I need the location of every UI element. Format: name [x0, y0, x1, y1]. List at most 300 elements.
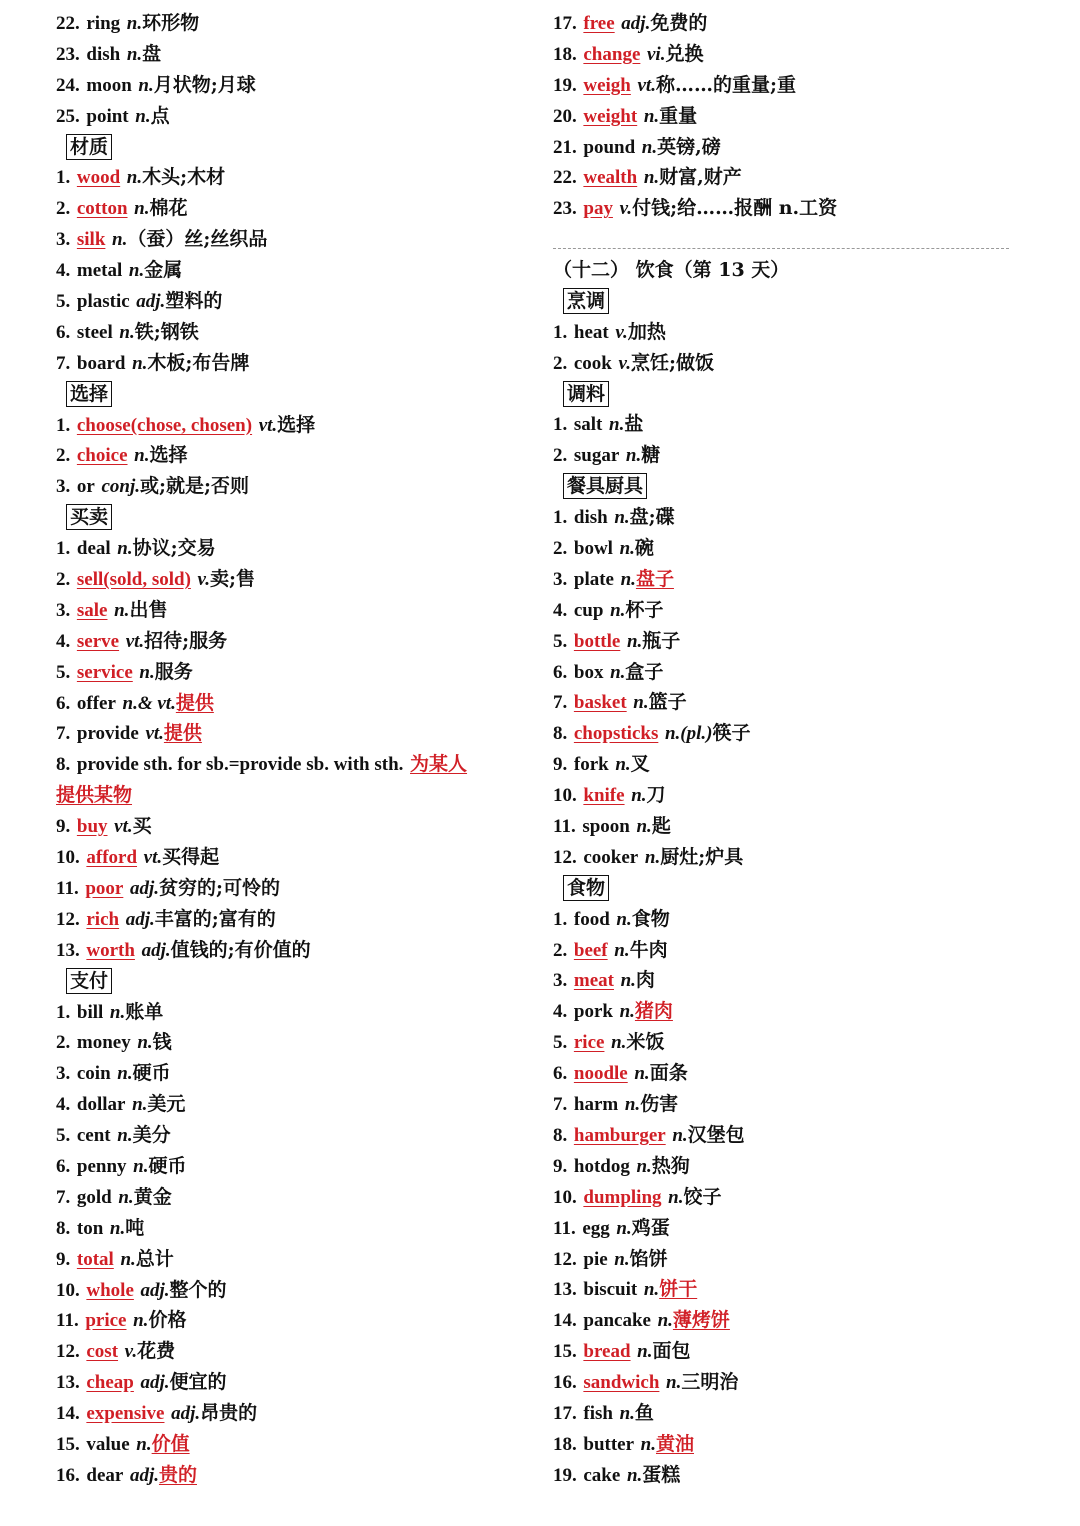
- entry-number: 20.: [553, 105, 577, 127]
- entry-pos: n.: [640, 1433, 656, 1455]
- entry-number: 3.: [56, 599, 71, 621]
- entry-pos: n.: [119, 321, 135, 343]
- entry-number: 4.: [56, 1094, 71, 1116]
- chapter-title: （十二） 饮食（第 13 天）: [553, 259, 790, 281]
- entry-definition: 厨灶;炉具: [660, 845, 744, 868]
- entry-number: 2.: [553, 538, 568, 560]
- entry-number: 2.: [553, 445, 568, 467]
- entry-pos: n.(pl.): [664, 723, 713, 745]
- entry-definition: 塑料的: [165, 290, 223, 313]
- vocab-entry: [553, 1274, 1023, 1305]
- entry-word: salt: [573, 414, 603, 436]
- entry-definition: 热狗: [651, 1154, 690, 1177]
- entry-word: cent: [76, 1125, 111, 1147]
- entry-word: food: [573, 908, 610, 930]
- entry-pos: n.: [134, 445, 150, 467]
- vocab-entry: [553, 317, 1023, 348]
- entry-definition: 糖: [641, 444, 661, 467]
- entry-pos: n.: [610, 599, 626, 621]
- vocab-entry: [553, 132, 1023, 163]
- entry-word: cheap: [86, 1372, 134, 1394]
- entry-definition: 称……的重量;重: [655, 73, 796, 96]
- entry-pos: n.: [137, 1032, 153, 1054]
- entry-definition: 财富,财产: [659, 166, 742, 189]
- entry-definition: 篮子: [648, 691, 687, 714]
- entry-number: 16.: [56, 1464, 80, 1486]
- entry-word: dish: [573, 507, 608, 529]
- vocab-entry: [56, 1027, 526, 1058]
- entry-word: choice: [76, 445, 128, 467]
- entry-pos: n.: [657, 1310, 673, 1332]
- vocab-entry: [56, 842, 526, 873]
- entry-pos: v.: [618, 352, 631, 374]
- entry-definition: 为某人: [410, 753, 468, 776]
- entry-definition: 食物: [631, 907, 670, 930]
- vocab-entry: [553, 965, 1023, 996]
- entry-definition: 昂贵的: [200, 1402, 258, 1425]
- entry-pos: n.: [633, 692, 649, 714]
- entry-definition: 馅饼: [629, 1247, 668, 1270]
- entry-word: change: [583, 43, 641, 65]
- entry-definition: 美元: [147, 1093, 186, 1116]
- entry-word: free: [583, 13, 615, 34]
- entry-word: rich: [86, 908, 120, 930]
- entry-definition: 价值: [151, 1432, 190, 1455]
- entry-definition: 吨: [125, 1216, 145, 1239]
- entry-word: noodle: [573, 1063, 628, 1085]
- vocab-entry: [56, 70, 526, 101]
- vocab-entry: [56, 595, 526, 626]
- entry-pos: vt.: [143, 847, 163, 869]
- entry-pos: adj.: [129, 877, 159, 899]
- entry-pos: n.: [620, 568, 636, 590]
- entry-number: 1.: [553, 414, 568, 436]
- entry-pos: n.: [133, 1310, 149, 1332]
- entry-number: 15.: [56, 1433, 80, 1455]
- vocab-entry: [553, 842, 1023, 873]
- section-header-label: 调料: [563, 381, 609, 407]
- entry-word: sale: [76, 599, 108, 621]
- entry-definition: 选择: [277, 413, 316, 436]
- entry-definition: 黄金: [133, 1185, 172, 1208]
- entry-number: 2.: [56, 1032, 71, 1054]
- entry-definition: 米饭: [626, 1031, 665, 1054]
- entry-number: 22.: [56, 13, 80, 34]
- entry-word: provide: [76, 723, 139, 745]
- entry-word: bill: [76, 1001, 104, 1023]
- entry-definition: 木板;布告牌: [147, 351, 250, 374]
- entry-pos: n.: [637, 1341, 653, 1363]
- entry-definition: 值钱的;有价值的: [170, 938, 311, 961]
- entry-definition: 美分: [132, 1124, 171, 1147]
- entry-word: dollar: [76, 1094, 126, 1116]
- entry-number: 1.: [553, 321, 568, 343]
- entry-number: 25.: [56, 105, 80, 127]
- entry-number: 2.: [553, 352, 568, 374]
- entry-number: 6.: [56, 692, 71, 714]
- entry-definition: 或;就是;否则: [139, 475, 249, 498]
- entry-word: or: [76, 476, 95, 498]
- entry-word: hamburger: [573, 1124, 666, 1146]
- entry-pos: vt.: [637, 74, 656, 96]
- entry-definition: 硬币: [132, 1062, 171, 1085]
- entry-number: 23.: [553, 198, 577, 220]
- vocab-entry: [56, 317, 526, 348]
- entry-definition: 兑换: [665, 42, 704, 65]
- entry-number: 3.: [553, 970, 568, 992]
- vocab-entry: [553, 8, 1023, 39]
- entry-word: weight: [583, 105, 638, 127]
- entry-definition: 贵的: [158, 1463, 197, 1486]
- entry-pos: n.: [643, 105, 660, 127]
- entry-pos: n.: [615, 754, 631, 776]
- entry-definition: 付钱;给……报酬 n.工资: [632, 197, 838, 220]
- section-header: [553, 873, 1023, 904]
- vocab-entry: [553, 595, 1023, 626]
- entry-word: knife: [583, 785, 625, 807]
- entry-definition: 环形物: [142, 12, 200, 34]
- entry-definition: 杯子: [625, 598, 664, 621]
- entry-number: 11.: [553, 1217, 576, 1239]
- section-header-label: 买卖: [66, 504, 112, 530]
- entry-word: cotton: [76, 198, 128, 220]
- entry-definition: 棉花: [149, 197, 188, 220]
- vocab-entry: [56, 997, 526, 1028]
- entry-definition: 加热: [627, 320, 666, 343]
- vocab-entry: [553, 564, 1023, 595]
- entry-word: silk: [76, 229, 106, 251]
- entry-definition: 贫穷的;可怜的: [158, 876, 280, 899]
- entry-word: basket: [573, 692, 627, 714]
- entry-word: ton: [76, 1217, 104, 1239]
- entry-pos: n.: [611, 1032, 627, 1054]
- entry-definition: 牛肉: [629, 938, 668, 961]
- entry-word: bowl: [573, 538, 613, 560]
- entry-word: provide sth. for sb.=provide sb. with sth.: [76, 754, 404, 776]
- entry-definition: 鸡蛋: [631, 1216, 670, 1239]
- vocab-entry: [56, 162, 526, 193]
- entry-number: 10.: [553, 785, 577, 807]
- entry-word: cook: [573, 352, 612, 374]
- vocab-entry: [56, 255, 526, 286]
- entry-definition: 钱: [152, 1031, 172, 1054]
- entry-word: worth: [86, 939, 135, 961]
- entry-number: 13.: [553, 1279, 577, 1301]
- entry-pos: n.: [109, 1217, 126, 1239]
- entry-pos: n.: [643, 1279, 660, 1301]
- vocab-entry: [553, 101, 1023, 132]
- entry-word: cup: [573, 599, 604, 621]
- entry-word: beef: [573, 939, 608, 961]
- entry-pos: n.: [620, 970, 636, 992]
- entry-number: 11.: [553, 816, 576, 838]
- vocab-entry: [553, 1120, 1023, 1151]
- vocab-entry: [553, 39, 1023, 70]
- vocab-entry: [56, 1275, 526, 1306]
- entry-number: 17.: [553, 1402, 577, 1424]
- entry-word: gold: [76, 1186, 112, 1208]
- entry-pos: n.: [126, 13, 143, 34]
- entry-word: moon: [86, 74, 132, 96]
- entry-number: 8.: [553, 723, 568, 745]
- vocab-entry: [553, 162, 1023, 193]
- entry-word: heat: [573, 321, 609, 343]
- entry-number: 4.: [56, 630, 71, 652]
- entry-number: 9.: [553, 754, 568, 776]
- vocab-entry: [56, 1213, 526, 1244]
- entry-number: 7.: [56, 723, 71, 745]
- section-header: [553, 286, 1023, 317]
- entry-pos: adj.: [136, 291, 166, 313]
- entry-pos: n.: [643, 167, 660, 189]
- entry-number: 2.: [553, 939, 568, 961]
- entry-pos: n.: [634, 1063, 650, 1085]
- entry-pos: n.: [631, 785, 647, 807]
- vocab-entry: [56, 1398, 526, 1429]
- entry-word: cooker: [583, 846, 639, 868]
- entry-definition: 盒子: [625, 660, 664, 683]
- entry-pos: n.: [666, 1372, 682, 1394]
- entry-pos: n.: [626, 1464, 643, 1486]
- entry-pos: n.: [132, 1094, 148, 1116]
- entry-pos: n.: [616, 1217, 632, 1239]
- section-header-label: 餐具厨具: [563, 473, 647, 499]
- entry-number: 2.: [56, 569, 71, 591]
- entry-definition: 盐: [624, 413, 644, 436]
- entry-number: 3.: [553, 568, 568, 590]
- entry-definition: 招待;服务: [144, 629, 228, 652]
- vocab-entry: [553, 935, 1023, 966]
- entry-definition: 点: [150, 104, 170, 127]
- entry-number: 7.: [56, 352, 71, 374]
- entry-pos: vt.: [114, 816, 133, 838]
- entry-definition: 丰富的;富有的: [154, 907, 276, 930]
- vocab-entry: [553, 193, 1023, 224]
- entry-number: 19.: [553, 74, 577, 96]
- entry-definition: 整个的: [169, 1278, 227, 1301]
- entry-pos: n.: [117, 1125, 133, 1147]
- entry-word: total: [76, 1248, 114, 1270]
- entry-pos: vi.: [647, 43, 666, 65]
- entry-definition: 饼干: [659, 1278, 698, 1301]
- entry-definition: 肉: [635, 969, 655, 992]
- entry-word: spoon: [582, 816, 630, 838]
- entry-pos: n.: [668, 1186, 684, 1208]
- vocab-entry: [56, 811, 526, 842]
- entry-number: 4.: [553, 1001, 568, 1023]
- entry-number: 4.: [56, 260, 71, 282]
- entry-word: cake: [583, 1464, 621, 1486]
- entry-word: cost: [86, 1341, 119, 1363]
- entry-pos: n.: [133, 1155, 149, 1177]
- entry-definition: 蛋糕: [642, 1463, 681, 1486]
- entry-definition: 总计: [135, 1247, 174, 1270]
- vocab-entry: [56, 564, 526, 595]
- entry-pos: n.: [609, 414, 625, 436]
- entry-definition: 卖;售: [210, 568, 256, 591]
- entry-pos: n.: [117, 538, 133, 560]
- entry-number: 8.: [553, 1124, 568, 1146]
- vocab-entry: [553, 1058, 1023, 1089]
- vocab-entry: [56, 39, 526, 70]
- entry-number: 8.: [56, 754, 71, 776]
- entry-number: 6.: [56, 321, 71, 343]
- entry-number: 12.: [56, 908, 80, 930]
- entry-word: dish: [86, 43, 121, 65]
- entry-definition: 盘子: [635, 567, 674, 590]
- entry-pos: n.: [117, 1063, 133, 1085]
- entry-number: 22.: [553, 167, 577, 189]
- section-header-label: 选择: [66, 381, 112, 407]
- entry-definition: 伤害: [640, 1093, 679, 1116]
- vocab-entry: [553, 996, 1023, 1027]
- entry-number: 17.: [553, 13, 577, 34]
- entry-number: 2.: [56, 445, 71, 467]
- entry-number: 1.: [56, 414, 71, 436]
- entry-pos: n.: [619, 1402, 635, 1424]
- entry-number: 16.: [553, 1372, 577, 1394]
- entry-word: egg: [582, 1217, 610, 1239]
- vocab-entry: [553, 811, 1023, 842]
- entry-pos: n.& vt.: [122, 692, 176, 714]
- entry-pos: n.: [138, 74, 154, 96]
- vocab-entry: [553, 657, 1023, 688]
- entry-pos: conj.: [101, 476, 140, 498]
- section-divider: [553, 248, 1009, 249]
- vocab-entry: [553, 1460, 1023, 1491]
- entry-pos: vt.: [145, 723, 164, 745]
- vocab-entry: [56, 718, 526, 749]
- entry-definition: 饺子: [683, 1185, 722, 1208]
- vocab-entry: [56, 224, 526, 255]
- vocab-entry: [553, 70, 1023, 101]
- entry-number: 5.: [56, 291, 71, 313]
- vocab-entry: [56, 1120, 526, 1151]
- entry-definition: 买: [132, 815, 152, 838]
- entry-number: 4.: [553, 599, 568, 621]
- entry-number: 3.: [56, 476, 71, 498]
- entry-definition: 铁;钢铁: [134, 320, 199, 343]
- entry-word: box: [573, 661, 604, 683]
- entry-pos: adj.: [621, 13, 651, 34]
- left-column: [56, 8, 526, 1491]
- section-header: [553, 379, 1023, 410]
- entry-definition: 协议;交易: [132, 537, 216, 560]
- entry-number: 7.: [56, 1186, 71, 1208]
- vocab-entry: [56, 1089, 526, 1120]
- entry-word: plastic: [76, 291, 130, 313]
- entry-word: wealth: [583, 167, 638, 189]
- entry-number: 23.: [56, 43, 80, 65]
- entry-number: 1.: [553, 908, 568, 930]
- entry-word: metal: [76, 260, 123, 282]
- vocab-entry: [56, 626, 526, 657]
- vocab-entry: [56, 101, 526, 132]
- entry-number: 9.: [56, 816, 71, 838]
- entry-word: pay: [583, 198, 613, 220]
- vocab-entry: [56, 8, 526, 39]
- entry-pos: vt.: [125, 630, 145, 652]
- section-header-label: 食物: [563, 875, 609, 901]
- entry-pos: v.: [124, 1341, 138, 1363]
- entry-number: 21.: [553, 136, 577, 158]
- entry-number: 6.: [553, 661, 568, 683]
- entry-word: serve: [76, 630, 120, 652]
- vocab-entry: [56, 1367, 526, 1398]
- entry-pos: n.: [139, 661, 155, 683]
- section-header: [56, 379, 526, 410]
- entry-word: afford: [86, 847, 138, 869]
- entry-pos: adj.: [141, 939, 171, 961]
- entry-definition: 硬币: [148, 1154, 187, 1177]
- vocab-entry: [553, 687, 1023, 718]
- vocab-entry: [553, 780, 1023, 811]
- entry-pos: n.: [114, 599, 130, 621]
- entry-definition: 三明治: [681, 1371, 739, 1394]
- entry-definition: 金属: [144, 259, 183, 282]
- entry-number: 12.: [553, 846, 577, 868]
- vocab-entry: [56, 873, 526, 904]
- entry-number: 12.: [553, 1248, 577, 1270]
- vocab-entry: [56, 935, 526, 966]
- entry-number: 9.: [553, 1155, 568, 1177]
- vocab-entry: [56, 1305, 526, 1336]
- entry-pos: vt.: [258, 414, 278, 436]
- entry-pos: adj.: [125, 908, 155, 930]
- vocab-entry: [553, 626, 1023, 657]
- entry-pos: n.: [626, 630, 643, 652]
- entry-definition: 盘: [142, 42, 162, 65]
- vocab-entry: [56, 1460, 526, 1491]
- entry-word: steel: [76, 321, 113, 343]
- entry-word: whole: [86, 1279, 134, 1301]
- vocab-entry: [56, 657, 526, 688]
- entry-definition: 木头;木材: [142, 166, 226, 189]
- vocab-entry: [56, 688, 526, 719]
- entry-number: 3.: [56, 1063, 71, 1085]
- section-header-label: 烹调: [563, 288, 609, 314]
- entry-pos: n.: [132, 352, 148, 374]
- entry-word: money: [76, 1032, 131, 1054]
- entry-number: 2.: [56, 198, 71, 220]
- vocab-entry: [56, 1429, 526, 1460]
- entry-definition: 黄油: [655, 1432, 694, 1455]
- entry-pos: n.: [619, 1001, 635, 1023]
- entry-word: pound: [583, 136, 636, 158]
- entry-pos: n.: [134, 198, 150, 220]
- vocab-entry: [56, 193, 526, 224]
- entry-number: 18.: [553, 43, 577, 65]
- vocab-entry: [553, 1151, 1023, 1182]
- entry-pos: n.: [636, 816, 652, 838]
- entry-pos: n.: [120, 1248, 136, 1270]
- entry-definition: 服务: [154, 660, 193, 683]
- entry-number: 15.: [553, 1341, 577, 1363]
- entry-pos: n.: [614, 507, 630, 529]
- entry-number: 7.: [553, 692, 568, 714]
- vocab-entry: [56, 1244, 526, 1275]
- entry-word: bottle: [573, 630, 621, 652]
- section-header-label: 材质: [66, 134, 112, 160]
- entry-definition: 猪肉: [634, 1000, 673, 1023]
- vocab-entry: [553, 1398, 1023, 1429]
- vocab-entry: [553, 1089, 1023, 1120]
- vocab-entry: [553, 409, 1023, 440]
- entry-number: 9.: [56, 1248, 71, 1270]
- vocab-entry: [553, 1244, 1023, 1275]
- entry-definition: 碗: [634, 537, 654, 560]
- entry-word: choose(chose, chosen): [76, 414, 253, 436]
